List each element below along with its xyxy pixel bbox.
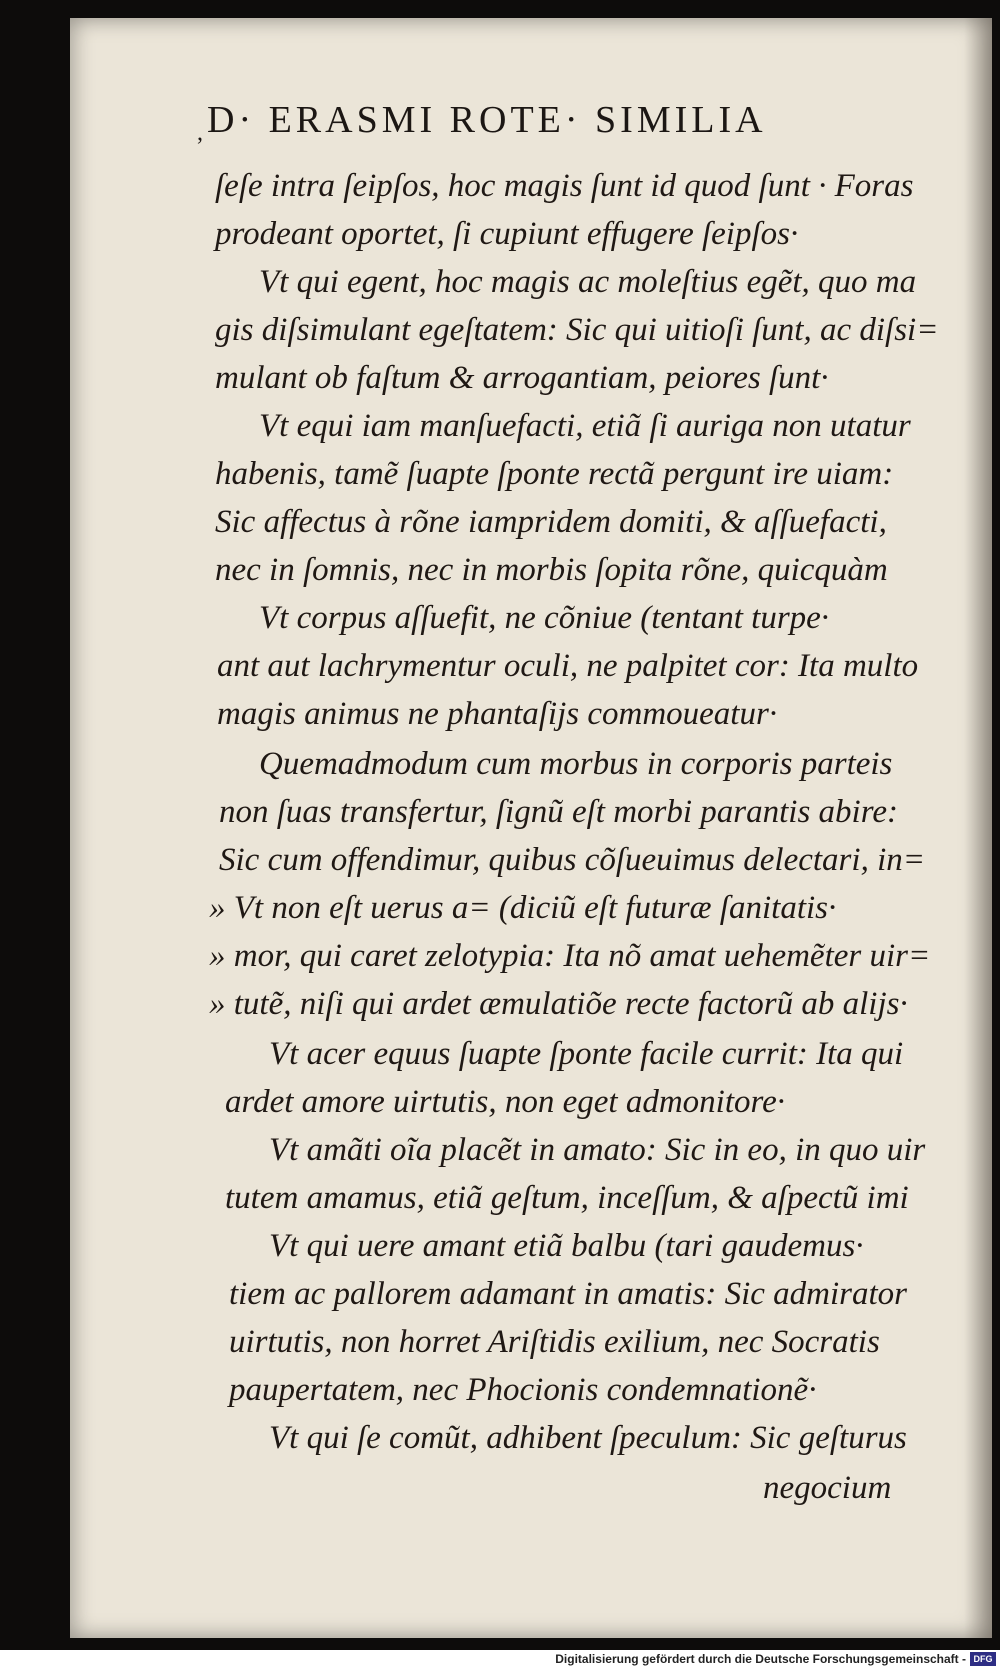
text-line: tutem amamus, etiã geſtum, inceſſum, & aſpectũ imi [225, 1180, 909, 1216]
text-line: nec in ſomnis, nec in morbis ſopita rõne, quicquàm [215, 552, 888, 588]
text-line: tiem ac pallorem adamant in amatis: Sic admirator [229, 1276, 907, 1312]
catchword: negocium [763, 1470, 892, 1506]
dfg-logo: DFG [970, 1652, 996, 1666]
text-line: Vt acer equus ſuapte ſponte facile currit: Ita qui [269, 1036, 904, 1072]
text-line: Quemadmodum cum morbus in corporis parteis [259, 746, 893, 782]
running-header [197, 98, 887, 146]
text-line: Vt qui egent, hoc magis ac moleſtius egẽt, quo ma [259, 264, 917, 300]
text-line: magis animus ne phantaſijs commoueatur· [217, 696, 778, 732]
header-mark: , [197, 120, 207, 146]
text-line: Sic affectus à rõne iampridem domiti, & aſſuefacti, [215, 504, 887, 540]
text-line: Vt qui uere amant etiã balbu (tari gaudemus· [269, 1228, 864, 1264]
running-title: D· ERASMI ROTE· SIMILIA [207, 99, 767, 141]
text-line: gis diſsimulant egeſtatem: Sic qui uitioſi ſunt, ac diſsi= [215, 312, 939, 348]
text-line: Vt corpus aſſuefit, ne cõniue (tentant turpe· [259, 600, 830, 636]
text-line: » mor, qui caret zelotypia: Ita nõ amat uehemẽter uir= [209, 938, 931, 974]
text-line: Vt amãti oĩa placẽt in amato: Sic in eo, in quo uir [269, 1132, 926, 1168]
text-line: uirtutis, non horret Ariſtidis exilium, nec Socratis [229, 1324, 880, 1360]
text-line: non ſuas transfertur, ſignũ eſt morbi parantis abire: [219, 794, 898, 830]
text-line: Vt equi iam manſuefacti, etiã ſi auriga non utatur [259, 408, 911, 444]
text-line: ſeſe intra ſeipſos, hoc magis ſunt id quod ſunt · Foras [215, 168, 914, 204]
text-line: ant aut lachrymentur oculi, ne palpitet cor: Ita multo [217, 648, 919, 684]
text-line: ardet amore uirtutis, non eget admonitore· [225, 1084, 786, 1120]
text-line: habenis, tamẽ ſuapte ſponte rectã pergunt ire uiam: [215, 456, 894, 492]
text-line: mulant ob faſtum & arrogantiam, peiores ſunt· [215, 360, 829, 396]
text-line: » Vt non eſt uerus a= (diciũ eſt futuræ ſanitatis· [209, 890, 837, 926]
text-line: » tutẽ, niſi qui ardet æmulatiõe recte factorũ ab alijs· [209, 986, 908, 1022]
text-line: paupertatem, nec Phocionis condemnationẽ· [229, 1372, 817, 1408]
text-line: Vt qui ſe comũt, adhibent ſpeculum: Sic geſturus [269, 1420, 907, 1456]
text-line: Sic cum offendimur, quibus cõſueuimus delectari, in= [219, 842, 926, 878]
digitization-credit: Digitalisierung gefördert durch die Deutsche Forschungsgemeinschaft - [555, 1652, 966, 1666]
text-line: prodeant oportet, ſi cupiunt effugere ſeipſos· [215, 216, 799, 252]
